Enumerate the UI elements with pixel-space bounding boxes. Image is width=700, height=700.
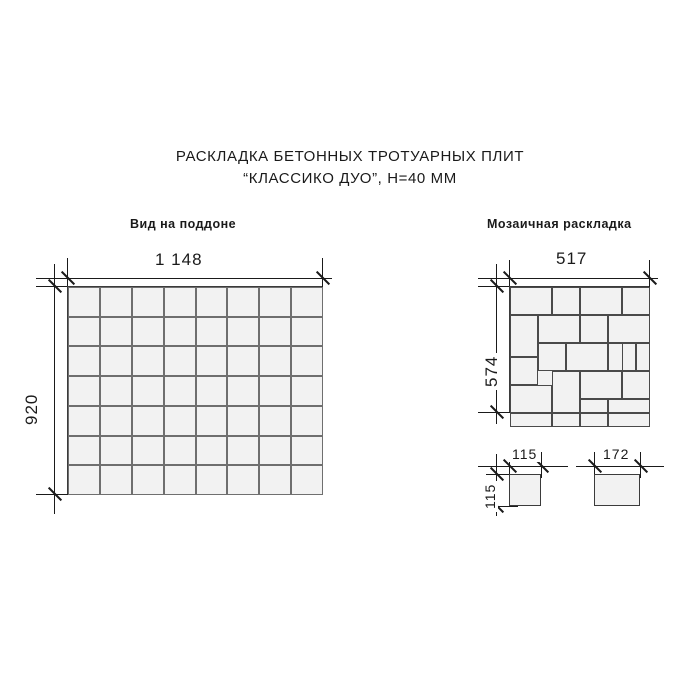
pallet-view-title: Вид на поддоне <box>130 217 237 231</box>
pallet-height-dimension: 920 <box>22 391 42 428</box>
pallet-tile-cell <box>164 317 196 347</box>
pallet-tile-cell <box>68 287 100 317</box>
pallet-tile-cell <box>68 436 100 466</box>
pallet-tile-cell <box>291 376 323 406</box>
pallet-tile-cell <box>196 346 228 376</box>
pallet-tile-cell <box>259 376 291 406</box>
pallet-tile-cell <box>227 436 259 466</box>
pallet-tile-cell <box>132 465 164 495</box>
mosaic-tile <box>510 385 552 413</box>
pallet-tile-cell <box>227 287 259 317</box>
pallet-tile-cell <box>259 436 291 466</box>
pallet-tile-cell <box>291 287 323 317</box>
pallet-tile-cell <box>164 287 196 317</box>
mosaic-tile <box>538 343 566 371</box>
pallet-tile-cell <box>259 287 291 317</box>
mosaic-tile <box>608 399 650 413</box>
mosaic-tile <box>510 315 538 357</box>
main-title-line-1: РАСКЛАДКА БЕТОННЫХ ТРОТУАРНЫХ ПЛИТ <box>175 148 525 165</box>
pallet-tile-cell <box>164 376 196 406</box>
mosaic-tile <box>510 287 552 315</box>
page-title <box>0 146 700 190</box>
mosaic-tile-pattern <box>509 286 649 412</box>
pallet-tile-cell <box>132 436 164 466</box>
mosaic-tile <box>510 413 552 427</box>
pallet-tile-cell <box>291 406 323 436</box>
square-height-dimension: 115 <box>482 481 498 512</box>
pallet-tile-cell <box>132 376 164 406</box>
pallet-tile-cell <box>196 436 228 466</box>
pallet-tile-cell <box>68 346 100 376</box>
pallet-tile-cell <box>68 465 100 495</box>
pallet-tile-cell <box>291 317 323 347</box>
pallet-tile-cell <box>227 376 259 406</box>
pallet-tile-cell <box>132 406 164 436</box>
mosaic-tile <box>622 371 650 399</box>
rect-width-dimension: 172 <box>600 446 632 462</box>
pallet-tile-cell <box>68 406 100 436</box>
pallet-left-dim-line <box>54 264 55 514</box>
pallet-tile-cell <box>227 317 259 347</box>
mosaic-tile <box>608 413 650 427</box>
mosaic-tile <box>510 357 538 385</box>
pallet-tile-cell <box>259 346 291 376</box>
pallet-tile-cell <box>100 406 132 436</box>
main-title-line-2: “КЛАССИКО ДУО”, H=40 ММ <box>243 170 457 187</box>
pallet-tile-cell <box>291 346 323 376</box>
pallet-tile-cell <box>196 406 228 436</box>
pallet-tile-cell <box>259 317 291 347</box>
mosaic-tile <box>636 343 650 371</box>
pallet-tile-cell <box>100 317 132 347</box>
mosaic-width-dimension: 517 <box>553 249 590 269</box>
mosaic-tile <box>580 413 608 427</box>
pallet-tile-cell <box>164 406 196 436</box>
pallet-tile-cell <box>164 436 196 466</box>
pallet-tile-cell <box>132 317 164 347</box>
pallet-top-dim-line <box>36 278 332 279</box>
mosaic-tile <box>580 371 622 399</box>
mosaic-tile <box>622 287 650 315</box>
pallet-tile-cell <box>164 465 196 495</box>
pallet-tile-cell <box>68 317 100 347</box>
element-rect-172 <box>594 474 640 506</box>
pallet-tile-cell <box>164 346 196 376</box>
mosaic-tile <box>566 343 608 371</box>
pallet-tile-cell <box>196 465 228 495</box>
pallet-tile-cell <box>100 376 132 406</box>
mosaic-tile <box>622 343 636 371</box>
pallet-width-dimension: 1 148 <box>152 250 206 270</box>
pallet-tile-cell <box>196 287 228 317</box>
mosaic-tile <box>580 399 608 413</box>
pallet-tile-cell <box>100 465 132 495</box>
mosaic-view-title: Мозаичная раскладка <box>487 217 632 231</box>
mosaic-tile <box>552 413 580 427</box>
pallet-tile-grid <box>67 286 322 494</box>
pallet-tile-cell <box>227 406 259 436</box>
square-width-dimension: 115 <box>509 446 540 462</box>
pallet-tile-cell <box>100 346 132 376</box>
mosaic-tile <box>538 315 580 343</box>
pallet-tile-cell <box>132 287 164 317</box>
pallet-tile-cell <box>291 465 323 495</box>
pallet-tile-cell <box>196 317 228 347</box>
pallet-tile-cell <box>227 465 259 495</box>
pallet-tile-cell <box>196 376 228 406</box>
mosaic-tile <box>552 287 580 315</box>
pallet-tile-cell <box>259 465 291 495</box>
mosaic-tile <box>580 287 622 315</box>
pallet-tile-cell <box>259 406 291 436</box>
pallet-tile-cell <box>68 376 100 406</box>
rect-top-dim-line <box>576 466 664 467</box>
mosaic-top-dim-line <box>478 278 658 279</box>
mosaic-tile <box>580 315 608 343</box>
pallet-tile-cell <box>227 346 259 376</box>
mosaic-tile <box>608 315 650 343</box>
pallet-tile-cell <box>100 436 132 466</box>
mosaic-height-dimension: 574 <box>482 353 502 390</box>
pallet-tile-cell <box>291 436 323 466</box>
pallet-tile-cell <box>100 287 132 317</box>
mosaic-tile <box>552 371 580 413</box>
element-square-115 <box>509 474 541 506</box>
pallet-tile-cell <box>132 346 164 376</box>
